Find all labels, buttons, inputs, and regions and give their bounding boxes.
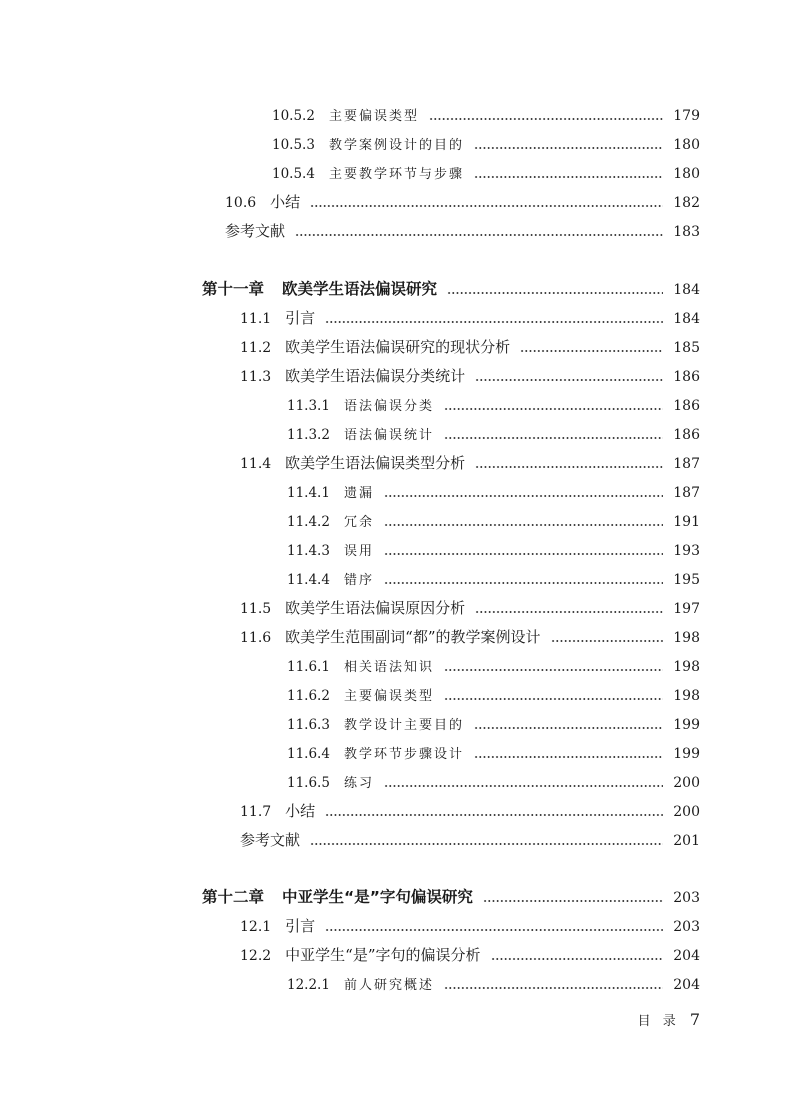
dot-leader	[384, 553, 663, 555]
entry-page: 187	[673, 456, 700, 472]
toc-chapter-entry	[202, 273, 700, 297]
entry-number: 10.5.3	[272, 136, 315, 153]
entry-number: 11.2	[240, 340, 272, 356]
dot-leader	[520, 350, 663, 352]
dot-leader	[483, 900, 663, 902]
dot-leader	[475, 611, 663, 613]
dot-leader	[475, 466, 663, 468]
entry-title: 主要偏误类型	[343, 689, 434, 704]
entry-page: 185	[673, 340, 700, 356]
toc-chapter-entry	[202, 881, 700, 905]
entry-page: 198	[673, 659, 700, 675]
entry-page: 184	[673, 282, 700, 298]
entry-title: 相关语法知识	[343, 660, 434, 675]
entry-page: 179	[673, 108, 700, 124]
toc-entry	[287, 418, 700, 442]
entry-title: 教学环节步骤设计	[343, 747, 464, 762]
entry-number: 11.6	[240, 630, 272, 646]
entry-title: 欧美学生语法偏误研究的现状分析	[285, 338, 511, 356]
entry-page: 184	[673, 311, 700, 327]
entry-page: 183	[673, 224, 700, 240]
dot-leader	[444, 987, 663, 989]
entry-title: 参考文献	[225, 222, 286, 240]
dot-leader	[474, 176, 663, 178]
toc-entry	[240, 302, 700, 326]
entry-page: 200	[673, 775, 700, 791]
entry-page: 195	[673, 572, 700, 588]
entry-number: 11.6.4	[287, 745, 330, 762]
dot-leader	[295, 234, 663, 236]
toc-entry	[287, 476, 700, 500]
entry-number: 12.1	[240, 919, 272, 935]
entry-title: 教学设计主要目的	[343, 718, 464, 733]
entry-page: 193	[673, 543, 700, 559]
entry-number: 12.2.1	[287, 976, 330, 993]
entry-title: 欧美学生语法偏误原因分析	[285, 599, 466, 617]
entry-page: 186	[673, 398, 700, 414]
entry-number: 10.6	[225, 195, 257, 211]
entry-title: 参考文献	[240, 831, 301, 849]
dot-leader	[384, 495, 663, 497]
entry-number: 11.3.1	[287, 397, 330, 414]
toc-entry	[287, 708, 700, 732]
dot-leader	[491, 958, 664, 960]
chapter-number: 第十一章	[202, 279, 265, 298]
entry-title: 前人研究概述	[343, 978, 434, 993]
entry-title: 主要教学环节与步骤	[328, 167, 464, 182]
entry-title: 语法偏误分类	[343, 399, 434, 414]
entry-number: 11.4.3	[287, 542, 330, 559]
toc-entry	[225, 215, 700, 239]
entry-page: 201	[673, 833, 700, 849]
entry-page: 197	[673, 601, 700, 617]
entry-number: 11.7	[240, 804, 272, 820]
entry-title: 语法偏误统计	[343, 428, 434, 443]
dot-leader	[384, 524, 663, 526]
dot-leader	[384, 582, 663, 584]
toc-entry	[240, 824, 700, 848]
entry-number: 11.4.1	[287, 484, 330, 501]
entry-number: 11.4.4	[287, 571, 330, 588]
entry-title: 冗余	[343, 515, 374, 530]
entry-page: 199	[673, 746, 700, 762]
entry-number: 11.3.2	[287, 426, 330, 443]
entry-title: 误用	[343, 544, 374, 559]
toc-entry	[287, 968, 700, 992]
entry-title: 教学案例设计的目的	[328, 138, 464, 153]
entry-title: 主要偏误类型	[328, 109, 419, 124]
entry-title: 引言	[285, 309, 316, 327]
entry-title: 错序	[343, 573, 374, 588]
entry-title: 欧美学生语法偏误类型分析	[285, 454, 466, 472]
entry-page: 191	[673, 514, 700, 530]
toc-entry	[240, 939, 700, 963]
toc-entry	[287, 389, 700, 413]
dot-leader	[310, 205, 663, 207]
dot-leader	[444, 408, 663, 410]
entry-number: 11.5	[240, 601, 272, 617]
dot-leader	[325, 929, 663, 931]
footer-label: 目 录	[637, 1014, 680, 1029]
dot-leader	[475, 379, 663, 381]
entry-page: 180	[673, 166, 700, 182]
entry-page: 203	[673, 890, 700, 906]
dot-leader	[384, 785, 663, 787]
entry-page: 204	[673, 948, 700, 964]
toc-entry	[272, 99, 700, 123]
entry-page: 186	[673, 369, 700, 385]
dot-leader	[310, 843, 663, 845]
toc-entry	[240, 795, 700, 819]
entry-number: 11.3	[240, 369, 272, 385]
entry-title: 欧美学生范围副词“都”的教学案例设计	[285, 628, 541, 646]
toc-entry	[287, 737, 700, 761]
toc-entry	[240, 331, 700, 355]
toc-entry	[240, 621, 700, 645]
toc-entry	[287, 766, 700, 790]
entry-number: 11.6.5	[287, 774, 330, 791]
entry-number: 10.5.4	[272, 165, 315, 182]
toc-entry	[225, 186, 700, 210]
entry-page: 198	[673, 688, 700, 704]
dot-leader	[444, 698, 663, 700]
entry-number: 10.5.2	[272, 107, 315, 124]
toc-entry	[287, 650, 700, 674]
toc-entry	[287, 534, 700, 558]
entry-page: 200	[673, 804, 700, 820]
footer-page-number: 7	[689, 1010, 700, 1029]
entry-title: 中亚学生“是”字句的偏误分析	[285, 946, 481, 964]
entry-page: 203	[673, 919, 700, 935]
entry-page: 186	[673, 427, 700, 443]
entry-page: 187	[673, 485, 700, 501]
chapter-number: 第十二章	[202, 887, 265, 906]
entry-page: 198	[673, 630, 700, 646]
toc-entry	[272, 128, 700, 152]
dot-leader	[551, 640, 664, 642]
toc-entry	[272, 157, 700, 181]
entry-page: 199	[673, 717, 700, 733]
entry-title: 练习	[343, 776, 374, 791]
dot-leader	[444, 437, 663, 439]
dot-leader	[325, 814, 663, 816]
toc-entry	[287, 505, 700, 529]
entry-number: 11.4.2	[287, 513, 330, 530]
entry-number: 11.4	[240, 456, 272, 472]
entry-page: 180	[673, 137, 700, 153]
entry-number: 12.2	[240, 948, 272, 964]
entry-number: 11.6.1	[287, 658, 330, 675]
dot-leader	[474, 727, 663, 729]
toc-entry	[240, 910, 700, 934]
toc-entry	[240, 360, 700, 384]
entry-title: 欧美学生语法偏误分类统计	[285, 367, 466, 385]
entry-page: 182	[673, 195, 700, 211]
chapter-title: 欧美学生语法偏误研究	[282, 279, 438, 298]
dot-leader	[325, 321, 663, 323]
dot-leader	[474, 756, 663, 758]
toc-entry	[240, 447, 700, 471]
entry-title: 引言	[285, 917, 316, 935]
entry-number: 11.1	[240, 311, 272, 327]
entry-title: 小结	[270, 193, 301, 211]
entry-number: 11.6.2	[287, 687, 330, 704]
toc-entry	[287, 679, 700, 703]
chapter-title: 中亚学生“是”字句偏误研究	[282, 887, 473, 906]
dot-leader	[447, 292, 663, 294]
entry-title: 遗漏	[343, 486, 374, 501]
dot-leader	[429, 118, 663, 120]
dot-leader	[474, 147, 663, 149]
toc-entry	[287, 563, 700, 587]
page-footer	[638, 1010, 700, 1029]
entry-title: 小结	[285, 802, 316, 820]
toc-entry	[240, 592, 700, 616]
entry-page: 204	[673, 977, 700, 993]
entry-number: 11.6.3	[287, 716, 330, 733]
dot-leader	[444, 669, 663, 671]
